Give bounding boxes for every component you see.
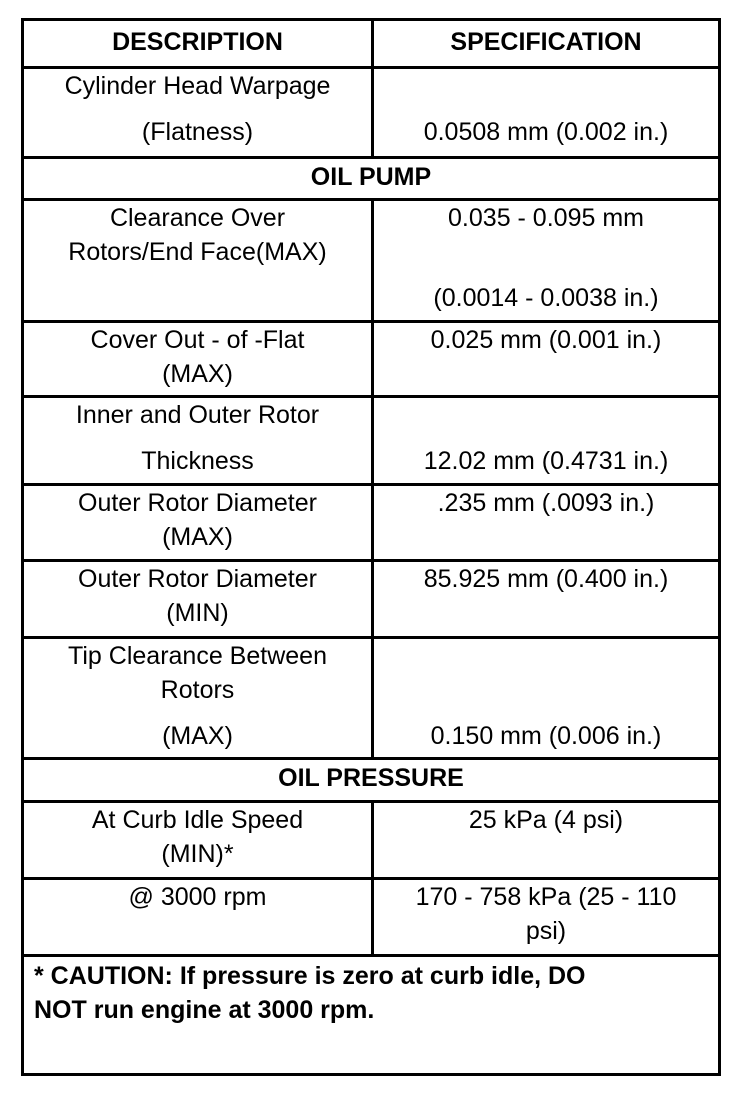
specification-cell (374, 486, 718, 559)
section-row (24, 760, 718, 800)
header-description: DESCRIPTION (112, 28, 283, 56)
description-line: (MIN)* (161, 840, 234, 868)
specification-line: 25 kPa (4 psi) (468, 806, 624, 834)
spec-table (21, 18, 721, 1076)
description-line: Cylinder Head Warpage (64, 72, 331, 100)
specification-line: 0.0508 mm (0.002 in.) (423, 118, 669, 146)
specification-cell (374, 562, 718, 636)
table-row (24, 803, 718, 877)
table-row (24, 398, 718, 483)
description-line: Tip Clearance Between (68, 642, 327, 670)
specification-line: 170 - 758 kPa (25 - 110 (415, 883, 677, 911)
specification-cell (374, 201, 718, 320)
header-row (24, 21, 718, 66)
description-line: Cover Out - of -Flat (90, 326, 305, 354)
section-row (24, 159, 718, 198)
description-line: Inner and Outer Rotor (75, 401, 320, 429)
description-line: (MAX) (162, 722, 233, 750)
specification-line: psi) (525, 917, 567, 945)
description-line: (MAX) (162, 523, 233, 551)
specification-line: 12.02 mm (0.4731 in.) (423, 447, 669, 475)
description-line: Outer Rotor Diameter (78, 565, 317, 593)
description-cell (24, 486, 371, 559)
header-specification: SPECIFICATION (450, 28, 642, 56)
description-cell (24, 398, 371, 483)
description-cell (24, 880, 371, 954)
description-line: Clearance Over (109, 204, 286, 232)
caution-note (24, 957, 718, 1073)
specification-cell (374, 803, 718, 877)
specification-cell (374, 639, 718, 757)
description-line: Thickness (141, 447, 254, 475)
caution-line: NOT run engine at 3000 rpm. (34, 996, 375, 1024)
description-cell (24, 201, 371, 320)
description-cell (24, 803, 371, 877)
description-line: (MIN) (166, 599, 229, 627)
table-row (24, 639, 718, 757)
description-cell (24, 639, 371, 757)
table-row (24, 486, 718, 559)
specification-cell (374, 69, 718, 156)
specification-line: 0.025 mm (0.001 in.) (430, 326, 662, 354)
description-line: At Curb Idle Speed (91, 806, 304, 834)
specification-line: (0.0014 - 0.0038 in.) (433, 284, 659, 312)
table-row (24, 69, 718, 156)
description-cell (24, 323, 371, 395)
section-title: OIL PUMP (310, 163, 432, 191)
section-title: OIL PRESSURE (278, 764, 464, 792)
description-cell (24, 69, 371, 156)
specification-cell (374, 323, 718, 395)
description-line: Rotors (160, 676, 235, 704)
table-row (24, 880, 718, 954)
description-line: Outer Rotor Diameter (78, 489, 317, 517)
specification-line: 0.150 mm (0.006 in.) (430, 722, 662, 750)
specification-line: .235 mm (.0093 in.) (437, 489, 655, 517)
table-row (24, 201, 718, 320)
table-row (24, 323, 718, 395)
specification-cell (374, 880, 718, 954)
description-cell (24, 562, 371, 636)
description-line: (Flatness) (141, 118, 254, 146)
specification-line: 0.035 - 0.095 mm (448, 204, 644, 232)
description-line: Rotors/End Face(MAX) (68, 238, 327, 266)
table-row (24, 562, 718, 636)
caution-line: * CAUTION: If pressure is zero at curb idle, DO (34, 962, 586, 990)
description-line: @ 3000 rpm (128, 883, 267, 911)
description-line: (MAX) (162, 360, 233, 388)
specification-cell (374, 398, 718, 483)
specification-line: 85.925 mm (0.400 in.) (423, 565, 669, 593)
